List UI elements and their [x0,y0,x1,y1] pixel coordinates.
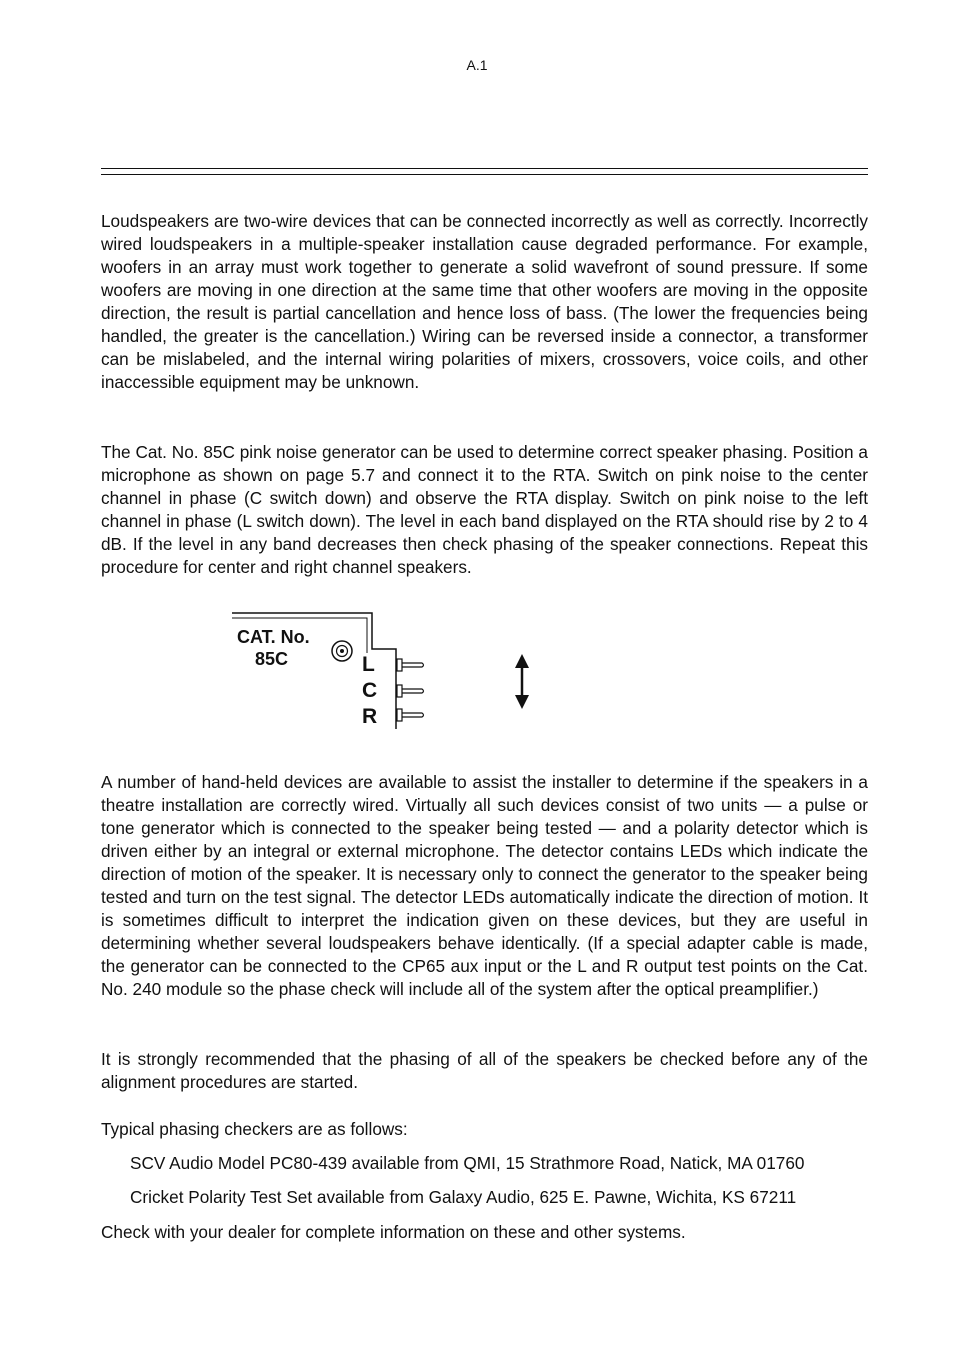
switch-panel-diagram [225,605,545,735]
figure-label-line1: CAT. No. [237,627,310,647]
up-down-arrow-icon [515,654,529,709]
paragraph-phasing-devices: A number of hand-held devices are available to assist the installer to determine if the speakers in a theatre installation are correctly wired. Virtually all such devices consist of two units — a pulse or tone generator which is connected to the speaker being tested — and a polarity detector which is driven either by an integral or external microphone. The detector contains LEDs which indicate the direction of motion of the speaker. It is necessary only to connect the generator to the speaker being tested and turn on the test signal. The detector LEDs automatically indicate the direction of motion. It is sometimes difficult to interpret the indication given on these devices, but they are useful in determining whether several loudspeakers behave identically. (If a special adapter cable is made, the generator can be connected to the CP65 aux input or the L and R output test points on the Cat. No. 240 module so the phase check will include all of the system after the optical preamplifier.) [101,772,868,999]
list-item: Cricket Polarity Test Set available from Galaxy Audio, 625 E. Pawne, Wichita, KS 67211 [130,1187,797,1207]
paragraph-pink-noise: The Cat. No. 85C pink noise generator can be used to determine correct speaker phasing. Position a microphone as shown on page 5.7 and connect it to the RTA. Switch on pink noise to the center channel in phase (C switch down) and observe the RTA display. Switch on pink noise to the left channel in phase (L switch down). The level in each band displayed on the RTA should rise by 2 to 4 dB. If the level in any band decreases then check phasing of the speaker connections. Repeat this procedure for center and right channel speakers. [101,442,868,577]
toggle-switch-r [397,709,424,721]
header-rule-top [101,168,868,169]
paragraph-speaker-wiring: Loudspeakers are two-wire devices that can be connected incorrectly as well as correctly. Incorrectly wired loudspeakers in a multiple-speaker installation cause degraded performance. For example, woofers in an array must work together to generate a solid wavefront of sound pressure. If some woofers are moving in one direction at the same time that other woofers are moving in the opposite direction, the result is partial cancellation and hence loss of bass. (The lower the frequencies being handled, the greater is the cancellation.) Wiring can be reversed inside a connector, a transformer can be mislabeled, and the internal wiring polarities of mixers, crossovers, voice coils, and other inaccessible equipment may be unknown. [101,211,868,392]
switch-label-r: R [362,705,378,728]
paragraph-recommendation: It is strongly recommended that the phasing of all of the speakers be checked before any of the alignment procedures are started. [101,1049,868,1092]
switch-label-c: C [362,679,378,702]
header-rule-bottom [101,174,868,175]
page-number: A.1 [466,57,488,73]
list-item: SCV Audio Model PC80-439 available from QMI, 15 Strathmore Road, Natick, MA 01760 [130,1153,805,1173]
checkers-intro: Typical phasing checkers are as follows: [101,1119,408,1139]
closing-note: Check with your dealer for complete information on these and other systems. [101,1222,686,1242]
figure-label-line2: 85C [255,649,289,669]
toggle-switch-c [397,685,424,697]
knob-icon [332,641,352,661]
toggle-switch-l [397,659,424,671]
switch-panel-figure [225,605,545,735]
switch-label-l: L [362,653,375,676]
